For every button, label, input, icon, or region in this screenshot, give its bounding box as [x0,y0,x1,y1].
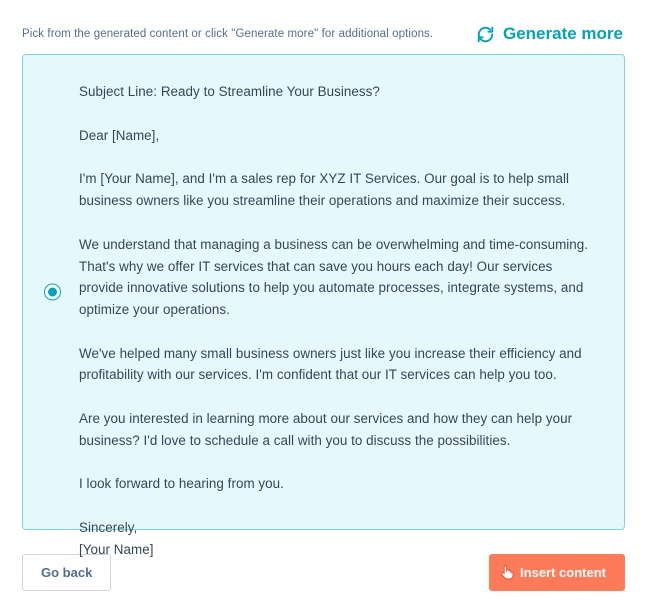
email-greeting: Dear [Name], [79,127,160,143]
panel-header [22,0,625,52]
content-option-radio[interactable] [44,284,61,301]
generate-more-button[interactable] [476,24,625,44]
email-paragraph-3: We've helped many small business owners just like you increase their efficiency and profitability with our services. I'm confident that our IT services can help you too. [79,345,582,383]
email-paragraph-1: I'm [Your Name], and I'm a sales rep for XYZ IT Services. Our goal is to help small business owners like you streamline their operations and maximize their success. [79,171,570,209]
instruction-text: Pick from the generated content or click "Generate more" for additional options. [22,27,434,40]
generate-more-label: Generate more [503,24,623,43]
refresh-icon [476,25,495,44]
generated-content-card[interactable] [22,54,625,557]
email-subject-line: Subject Line: Ready to Streamline Your Business? [79,84,380,99]
email-signoff: Sincerely, [79,520,138,536]
email-closing-line: I look forward to hearing from you. [79,476,284,492]
email-paragraph-2: We understand that managing a business can be overwhelming and time-consuming. That's why we offer IT services that can save you hours each day! Our services provide innovative solutions to help you automate processes, integrate systems, and optimize your operations. [79,236,589,317]
generated-email-body [79,81,598,561]
email-paragraph-4: Are you interested in learning more about our services and how they can help your business? I'd love to schedule a call with you to discuss the possibilities. [79,411,573,448]
insert-content-button[interactable] [489,554,625,591]
email-signature-name: [Your Name] [79,541,154,557]
go-back-button[interactable]: Go back [22,554,111,591]
hand-cursor-icon [500,564,514,580]
insert-content-label: Insert content [520,565,606,580]
